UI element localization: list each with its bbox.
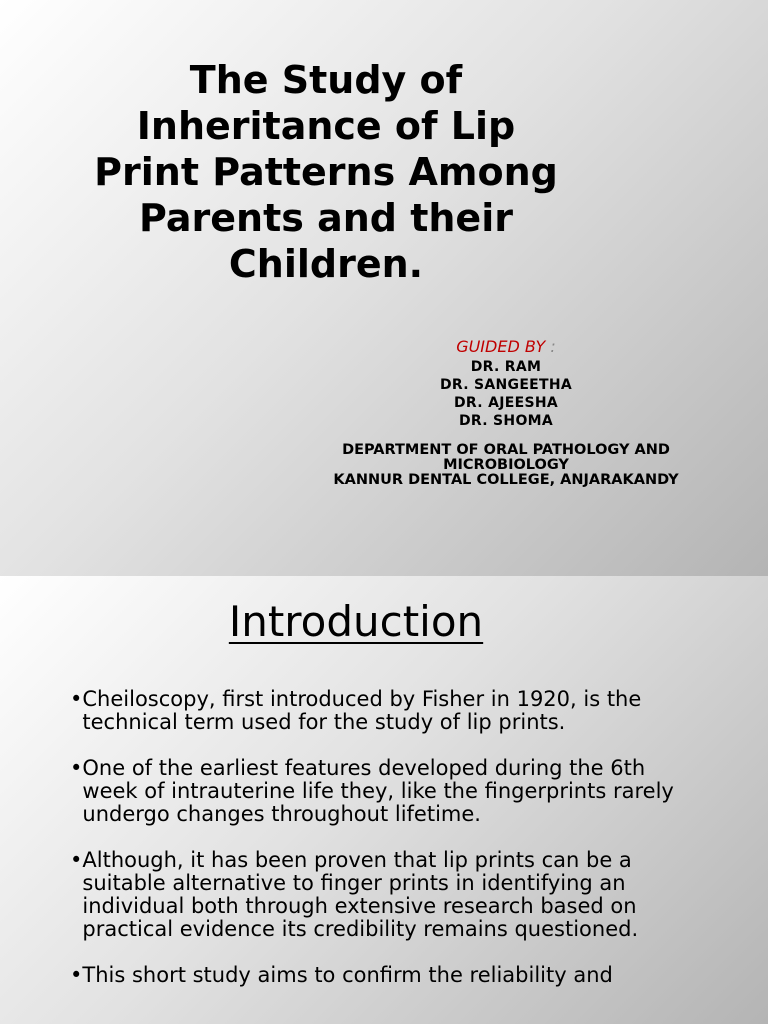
department-line: DEPARTMENT OF ORAL PATHOLOGY AND <box>342 442 670 458</box>
bullet-text: Cheiloscopy, first introduced by Fisher in 1920, is the technical term used for the study of lip prints. <box>82 687 642 734</box>
bullet-text: One of the earliest features developed during the 6th week of intrauterine life they, like the fingerprints rarely undergo changes throughout lifetime. <box>82 756 674 826</box>
guide-name: DR. SANGEETHA <box>439 377 573 393</box>
introduction-heading <box>0 596 712 648</box>
bullet-marker: • <box>70 756 83 780</box>
bullet-text: Although, it has been proven that lip prints can be a suitable alternative to finger prints in identifying an individual both through extensive research based on practical evidence its credibility remains questioned. <box>82 848 639 941</box>
guided-by-colon: : <box>550 337 556 356</box>
title-line: Print Patterns Among <box>94 150 558 194</box>
guide-name: DR. SHOMA <box>458 413 554 429</box>
introduction-heading-text: Introduction <box>228 597 484 646</box>
title-line: Inheritance of Lip <box>136 104 516 148</box>
guided-by-label <box>306 336 706 358</box>
bullet-item <box>70 849 702 941</box>
guided-by-text: GUIDED BY <box>456 337 546 356</box>
bullet-item <box>70 964 702 987</box>
guide-block <box>306 336 706 488</box>
guide-list <box>306 358 706 430</box>
department-line: KANNUR DENTAL COLLEGE, ANJARAKANDY <box>333 472 679 488</box>
bullet-item <box>70 688 702 734</box>
department-info <box>306 443 706 488</box>
bullet-marker: • <box>70 963 83 987</box>
slide-title <box>76 57 576 287</box>
title-line: The Study of <box>189 58 463 102</box>
introduction-slide <box>0 576 768 1024</box>
title-line: Children. <box>228 242 424 286</box>
title-line: Parents and their <box>139 196 513 240</box>
bullet-marker: • <box>70 848 83 872</box>
bullet-text: This short study aims to confirm the reliability and <box>82 963 613 987</box>
bullet-marker: • <box>70 687 83 711</box>
bullet-item <box>70 757 702 826</box>
department-line: MICROBIOLOGY <box>443 457 569 473</box>
bullet-list <box>70 688 702 1010</box>
guide-name: DR. RAM <box>470 359 542 375</box>
guide-name: DR. AJEESHA <box>454 395 558 411</box>
